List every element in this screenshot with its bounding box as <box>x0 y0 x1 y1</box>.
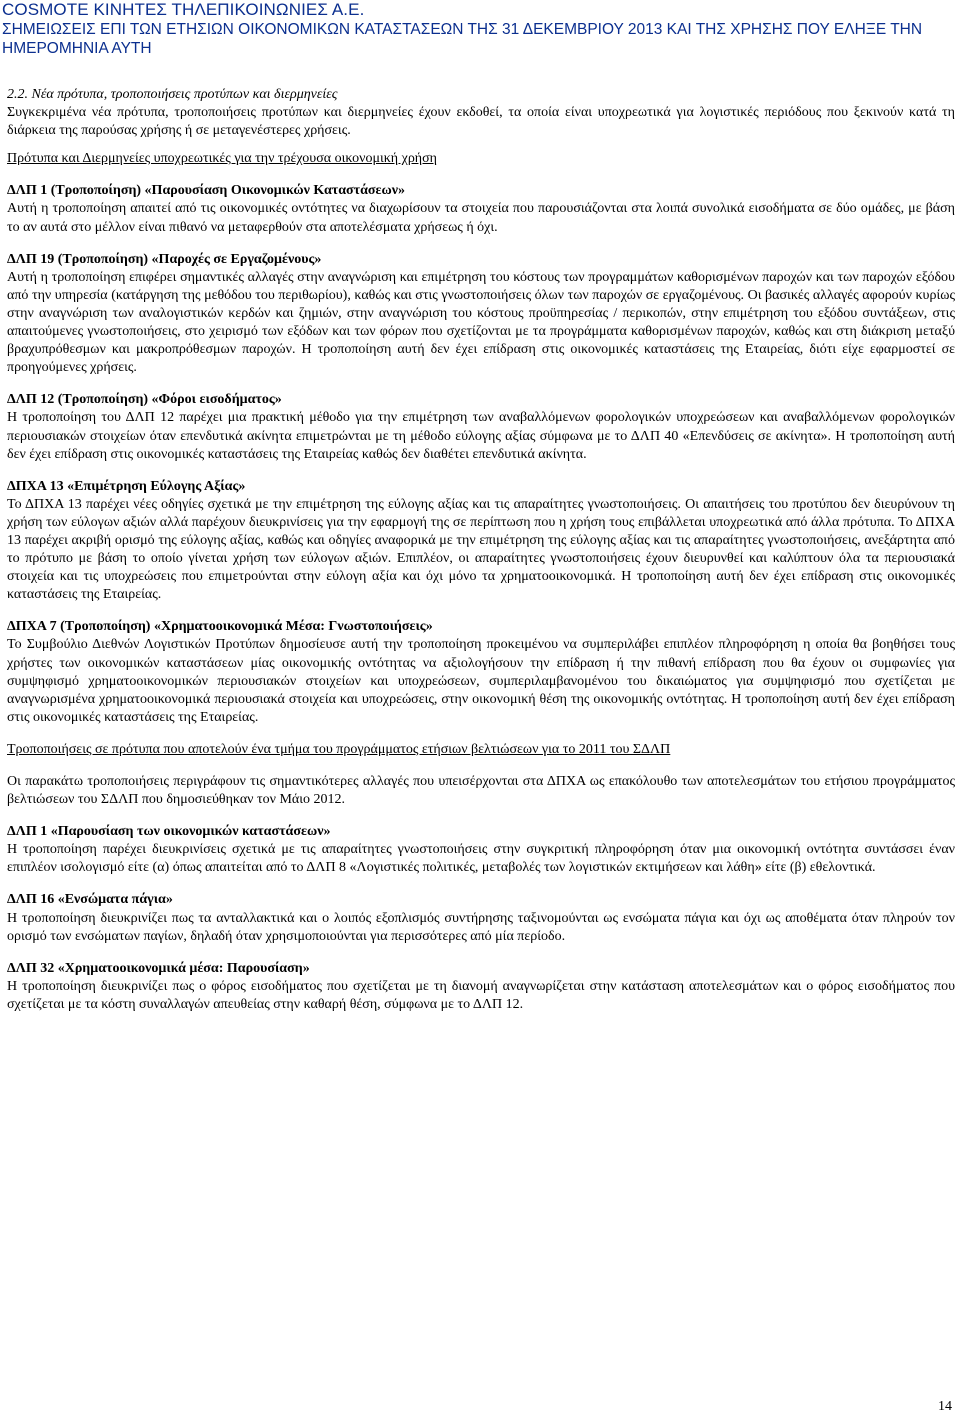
standard-item <box>7 891 955 945</box>
standard-item <box>7 251 955 378</box>
company-name: COSMOTE ΚΙΝΗΤΕΣ ΤΗΛΕΠΙΚΟΙΝΩΝΙΕΣ Α.Ε. <box>2 0 365 19</box>
group2-intro: Οι παρακάτω τροποποιήσεις περιγράφουν τις σημαντικότερες αλλαγές που υπεισέρχονται στα ΔΠΧΑ ως επακόλουθο των αποτελεσμάτων του ετήσιου προγράμματος βελτιώσεων του ΣΔΛΠ που δημοσιεύθηκαν τον Μάιο 2012. <box>7 774 955 808</box>
standard-item <box>7 391 955 463</box>
group2-title: Τροποποιήσεις σε πρότυπα που αποτελούν ένα τμήμα του προγράμματος ετήσιων βελτιώσεων για το 2011 του ΣΔΛΠ <box>7 741 671 757</box>
section-intro: Συγκεκριμένα νέα πρότυπα, τροποποιήσεις προτύπων και διερμηνείες έχουν εκδοθεί, τα οποία είναι υποχρεωτικά για λογιστικές περιόδους που ξεκινούν κατά τη διάρκεια της παρούσας χρήσης ή σε μεταγενέστερες χρήσεις. <box>7 105 955 139</box>
standard-title: ΔΛΠ 19 (Τροποποίηση) «Παροχές σε Εργαζομένους» <box>7 251 322 267</box>
standard-body: Η τροποποίηση διευκρινίζει πως ο φόρος εισοδήματος που σχετίζεται με τη διανομή αναγνωρίζεται στην κατάσταση αποτελεσμάτων και ο φόρος εισοδήματος που σχετίζεται με τα κόστη συναλλαγών απευθείας στην καθαρή θέση, σύμφωνα με το ΔΛΠ 12. <box>7 978 955 1012</box>
page-number: 14 <box>938 1399 952 1414</box>
standard-title: ΔΛΠ 32 «Χρηματοοικονομικά μέσα: Παρουσίαση» <box>7 960 310 976</box>
standard-body: Αυτή η τροποποίηση απαιτεί από τις οικονομικές οντότητες να διαχωρίσουν τα στοιχεία που παρουσιάζονται στα λοιπά συνολικά εισοδήματα σε δύο ομάδες, με βάση το αν αυτά στο μέλλον είναι πιθανό να μεταφερθούν στα αποτελέσματα χρήσεως ή όχι. <box>7 201 955 235</box>
document-header <box>2 0 952 58</box>
standard-item <box>7 618 955 727</box>
standard-title: ΔΛΠ 1 «Παρουσίαση των οικονομικών καταστάσεων» <box>7 824 331 840</box>
standard-title: ΔΠΧΑ 13 «Επιμέτρηση Εύλογης Αξίας» <box>7 478 246 494</box>
standard-body: Η τροποποίηση διευκρινίζει πως τα ανταλλακτικά και ο λοιπός εξοπλισμός συντήρησης ταξινομούνται ως ενσώματα πάγια και όχι ως αποθέματα όταν πληρούν τον ορισμό των ενσώματων παγίων, δηλαδή όταν χρησιμοποιούνται για περισσότερες από μία περίοδο. <box>7 910 955 944</box>
group1-title: Πρότυπα και Διερμηνείες υποχρεωτικές για την τρέχουσα οικονομική χρήση <box>7 151 438 167</box>
standard-item <box>7 960 955 1014</box>
standard-title: ΔΛΠ 1 (Τροποποίηση) «Παρουσίαση Οικονομικών Καταστάσεων» <box>7 183 406 199</box>
standard-body: Η τροποποίηση παρέχει διευκρινίσεις σχετικά με τις απαραίτητες γνωστοποιήσεις στην συγκριτική πληροφόρηση όταν μια οικονομική οντότητα συντάσσει έναν επιπλέον ισολογισμό είτε (α) όπως απαιτείται από το ΔΛΠ 8 «Λογιστικές πολιτικές, μεταβολές των λογιστικών εκτιμήσεων και λάθη» είτε (β) εθελοντικά. <box>7 842 955 876</box>
main-content <box>7 86 955 1028</box>
section-heading: 2.2. Νέα πρότυπα, τροποποιήσεις προτύπων και διερμηνείες <box>7 87 338 102</box>
standard-item <box>7 823 955 877</box>
standard-body: Το ΔΠΧΑ 13 παρέχει νέες οδηγίες σχετικά με την επιμέτρηση της εύλογης αξίας και τις απαραίτητες γνωστοποιήσεις. Οι απαιτήσεις του προτύπου δεν διευρύνουν τη χρήση των εύλογων αξιών αλλά παρέχουν διευκρινίσεις για την εφαρμογή της σε περίπτωση που η χρήση τους επιβάλλεται υποχρεωτικά από άλλα πρότυπα. Το ΔΠΧΑ 13 παρέχει ακριβή ορισμό της εύλογης αξίας, καθώς και οδηγίες αναφορικά με την επιμέτρηση της εύλογης αξίας και τις απαραίτητες γνωστοποιήσεις, ανεξάρτητα από το πρότυπο με βάση το οποίο γίνεται χρήση των εύλογων αξιών. Επιπλέον, οι απαραίτητες γνωστοποιήσεις έχουν διευρυνθεί και καλύπτουν όλα τα περιουσιακά στοιχεία και τις υποχρεώσεις που επιμετρούνται στην εύλογη αξία και όχι μόνο τα χρηματοοικονομικά. Η τροποποίηση αυτή δεν έχει επίδραση στις οικονομικές καταστάσεις της Εταιρείας. <box>7 496 955 603</box>
standard-body: Αυτή η τροποποίηση επιφέρει σημαντικές αλλαγές στην αναγνώριση και επιμέτρηση του κόστους των προγραμμάτων καθορισμένων παροχών και των παροχών εξόδου από την υπηρεσία (κατάργηση της μεθόδου του περιθωρίου), καθώς και στις γνωστοποιήσεις όλων των παροχών σε εργαζομένους. Οι βασικές αλλαγές αφορούν κυρίως στην αναγνώριση των αναλογιστικών κερδών και ζημιών, στην αναγνώριση του κόστους προϋπηρεσίας / περικοπών, στην επιμέτρηση του εξόδου συντάξεων, στις απαιτούμενες γνωστοποιήσεις, στο χειρισμό των εξόδων και των φόρων που σχετίζονται με τα προγράμματα καθορισμένων παροχών, καθώς και στη διάκριση μεταξύ βραχυπρόθεσμων και μακροπρόθεσμων παροχών. Η τροποποίηση αυτή δεν έχει επίδραση στις οικονομικές καταστάσεις της Εταιρείας, διότι είχε εφαρμοστεί σε προηγούμενες χρήσεις. <box>7 269 955 376</box>
standard-body: Η τροποποίηση του ΔΛΠ 12 παρέχει μια πρακτική μέθοδο για την επιμέτρηση των αναβαλλόμενων φορολογικών υποχρεώσεων και αναβαλλόμενων φορολογικών περιουσιακών στοιχείων όταν επενδυτικά ακίνητα επιμετρώνται με τη μέθοδο εύλογης αξίας σύμφωνα με το ΔΛΠ 40 «Επενδύσεις σε ακίνητα». Η τροποποίηση αυτή δεν έχει επίδραση στις οικονομικές καταστάσεις της Εταιρείας καθώς δεν διαθέτει επενδυτικά ακίνητα. <box>7 410 955 462</box>
group2-intro-block <box>7 773 955 809</box>
standard-item <box>7 478 955 605</box>
standard-title: ΔΠΧΑ 7 (Τροποποίηση) «Χρηματοοικονομικά Μέσα: Γνωστοποιήσεις» <box>7 619 433 635</box>
standard-title: ΔΛΠ 12 (Τροποποίηση) «Φόροι εισοδήματος» <box>7 392 282 408</box>
standard-body: Το Συμβούλιο Διεθνών Λογιστικών Προτύπων δημοσίευσε αυτή την τροποποίηση προκειμένου να συμπεριλάβει επιπλέον πληροφόρηση η οποία θα βοηθήσει τους χρήστες των οικονομικών καταστάσεων μίας οικονομικής οντότητας να αξιολογήσουν την επίδραση ή την πιθανή επίδραση που θα έχουν οι συμφωνίες για συμψηφισμό χρηματοοικονομικών περιουσιακών στοιχείων και υποχρεώσεων, συμπεριλαμβανομένου του δικαιώματος για συμψηφισμό που σχετίζεται με αναγνωρισμένα χρηματοοικονομικά περιουσιακά στοιχεία και υποχρεώσεις, στην οικονομική θέση της οικονομικής οντότητας. Η τροποποίηση αυτή δεν έχει επίδραση στις οικονομικές καταστάσεις της Εταιρείας. <box>7 637 955 725</box>
standard-item <box>7 182 955 236</box>
standard-title: ΔΛΠ 16 «Ενσώματα πάγια» <box>7 892 173 908</box>
document-subtitle: ΣΗΜΕΙΩΣΕΙΣ ΕΠΙ ΤΩΝ ΕΤΗΣΙΩΝ ΟΙΚΟΝΟΜΙΚΩΝ ΚΑΤΑΣΤΑΣΕΩΝ ΤΗΣ 31 ΔΕΚΕΜΒΡΙΟΥ 2013 ΚΑΙ ΤΗΣ ΧΡΗΣΗΣ ΠΟΥ ΕΛΗΞΕ ΤΗΝ ΗΜΕΡΟΜΗΝΙΑ ΑΥΤΗ <box>2 21 923 57</box>
